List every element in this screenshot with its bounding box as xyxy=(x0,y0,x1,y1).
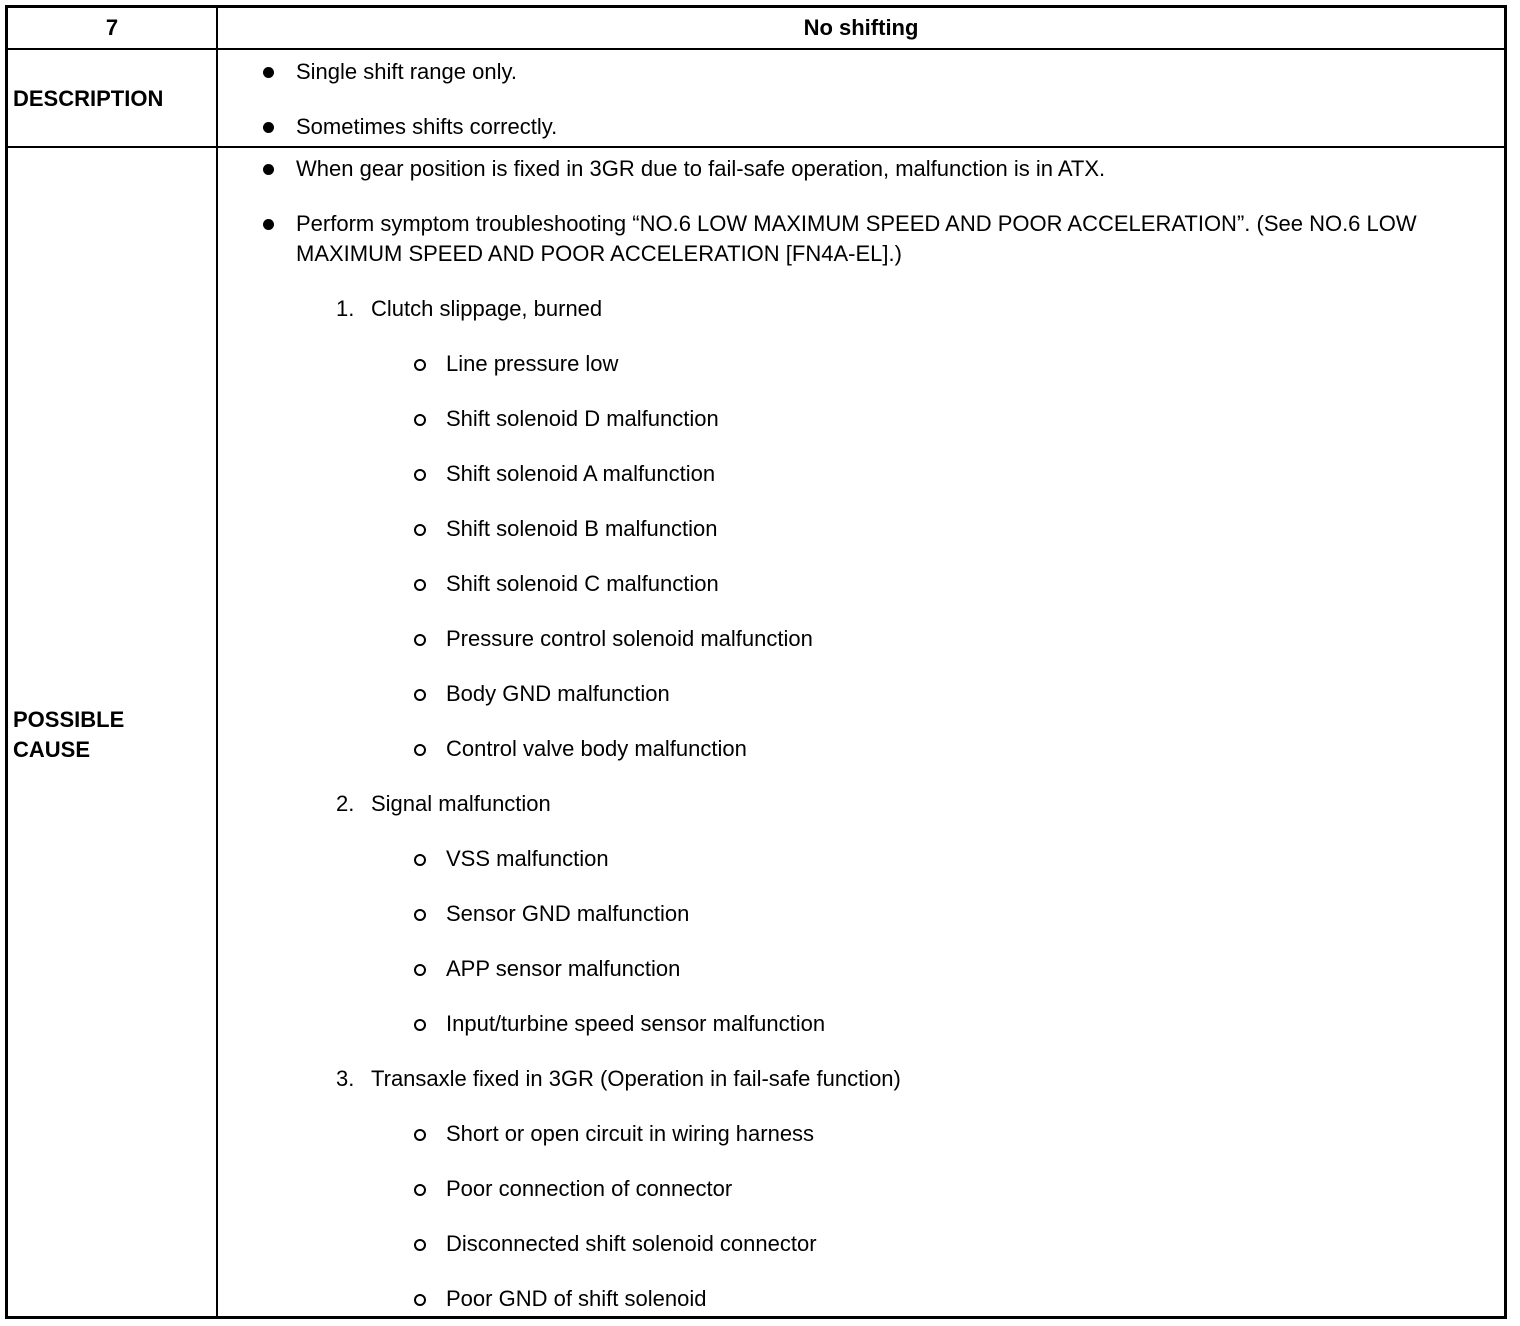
sub-bullet-icon xyxy=(414,1184,426,1196)
sub-bullet-icon xyxy=(414,359,426,371)
symptom-title: No shifting xyxy=(803,15,919,40)
row-divider xyxy=(8,48,1504,50)
description-label: DESCRIPTION xyxy=(13,86,164,111)
sub-bullet-icon xyxy=(414,414,426,426)
symptom-number: 7 xyxy=(105,15,119,40)
list-item: Sensor GND malfunction xyxy=(446,901,690,926)
troubleshooting-table xyxy=(5,5,1507,1319)
group-number: 1. xyxy=(336,296,355,321)
group-title: Clutch slippage, burned xyxy=(371,296,603,321)
possible-cause-label: POSSIBLE CAUSE xyxy=(13,707,125,762)
column-divider xyxy=(216,8,218,1316)
list-item: Pressure control solenoid malfunction xyxy=(446,626,813,651)
sub-bullet-icon xyxy=(414,689,426,701)
description-bullet: Sometimes shifts correctly. xyxy=(296,114,558,139)
cause-bullet: Perform symptom troubleshooting “NO.6 LOW MAXIMUM SPEED AND POOR ACCELERATION”. (See NO.6 LOW MAXIMUM SPEED AND POOR ACCELERATION [FN4A-EL].) xyxy=(296,211,1417,266)
list-item: Poor GND of shift solenoid xyxy=(446,1286,707,1311)
sub-bullet-icon xyxy=(414,1019,426,1031)
sub-bullet-icon xyxy=(414,1239,426,1251)
list-item: Disconnected shift solenoid connector xyxy=(446,1231,817,1256)
bullet-icon xyxy=(263,219,274,230)
sub-bullet-icon xyxy=(414,909,426,921)
row-divider xyxy=(8,146,1504,148)
list-item: Line pressure low xyxy=(446,351,619,376)
list-item: Shift solenoid C malfunction xyxy=(446,571,719,596)
group-title: Transaxle fixed in 3GR (Operation in fail-safe function) xyxy=(371,1066,901,1091)
group-number: 2. xyxy=(336,791,355,816)
list-item: Shift solenoid B malfunction xyxy=(446,516,718,541)
list-item: APP sensor malfunction xyxy=(446,956,681,981)
list-item: Shift solenoid D malfunction xyxy=(446,406,719,431)
list-item: Input/turbine speed sensor malfunction xyxy=(446,1011,826,1036)
sub-bullet-icon xyxy=(414,634,426,646)
sub-bullet-icon xyxy=(414,1129,426,1141)
bullet-icon xyxy=(263,122,274,133)
group-title: Signal malfunction xyxy=(371,791,551,816)
sub-bullet-icon xyxy=(414,579,426,591)
cause-bullet: When gear position is fixed in 3GR due to fail-safe operation, malfunction is in ATX. xyxy=(296,156,1106,181)
sub-bullet-icon xyxy=(414,854,426,866)
sub-bullet-icon xyxy=(414,744,426,756)
list-item: Body GND malfunction xyxy=(446,681,670,706)
list-item: Control valve body malfunction xyxy=(446,736,747,761)
list-item: Shift solenoid A malfunction xyxy=(446,461,716,486)
sub-bullet-icon xyxy=(414,964,426,976)
group-number: 3. xyxy=(336,1066,355,1091)
description-bullet: Single shift range only. xyxy=(296,59,517,84)
list-item: Short or open circuit in wiring harness xyxy=(446,1121,815,1146)
sub-bullet-icon xyxy=(414,469,426,481)
bullet-icon xyxy=(263,67,274,78)
bullet-icon xyxy=(263,164,274,175)
list-item: VSS malfunction xyxy=(446,846,609,871)
sub-bullet-icon xyxy=(414,1294,426,1306)
list-item: Poor connection of connector xyxy=(446,1176,733,1201)
sub-bullet-icon xyxy=(414,524,426,536)
